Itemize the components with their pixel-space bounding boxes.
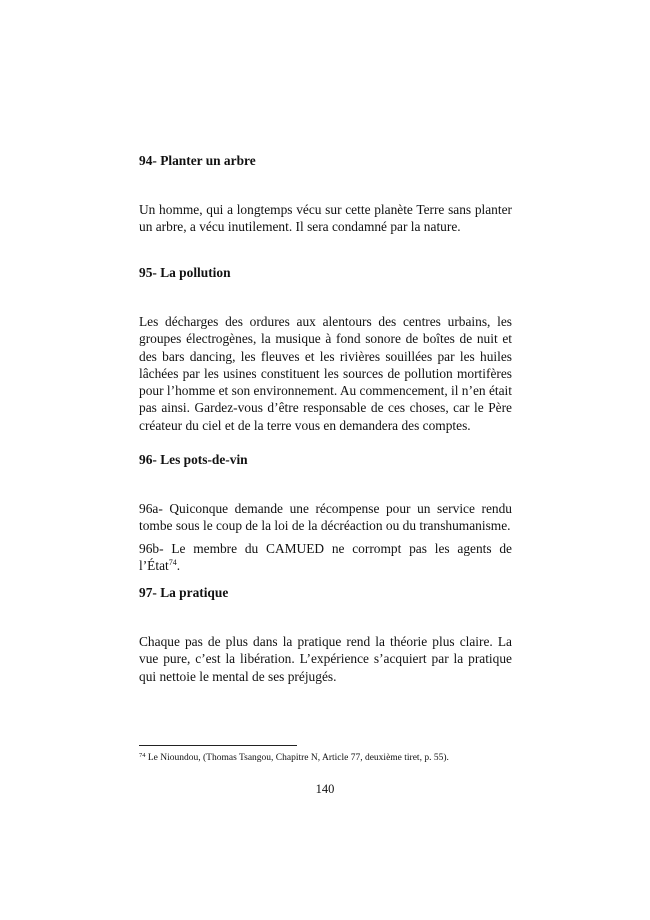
period: . bbox=[176, 557, 181, 573]
section-96 bbox=[139, 452, 512, 468]
footnote-number: 74 bbox=[139, 752, 146, 759]
section-heading: 95- La pollution bbox=[139, 265, 231, 280]
section-heading: 97- La pratique bbox=[139, 585, 229, 600]
section-96-body bbox=[139, 500, 512, 574]
section-94-body bbox=[139, 201, 512, 236]
paragraph: Un homme, qui a longtemps vécu sur cette planète Terre sans planter un arbre, a vécu inutilement. Il sera condamné par la nature. bbox=[139, 202, 512, 235]
page-number: 140 bbox=[315, 782, 335, 796]
section-97-body bbox=[139, 633, 512, 685]
section-97 bbox=[139, 585, 512, 601]
section-95 bbox=[139, 265, 512, 281]
paragraph: 96a- Quiconque demande une récompense pour un service rendu tombe sous le coup de la loi de la décréaction ou du transhumanisme. bbox=[139, 501, 512, 534]
paragraph: Les décharges des ordures aux alentours des centres urbains, les groupes électrogènes, la musique à fond sonore de boîtes de nuit et des bars dancing, les fleuves et les rivières souillées par les huiles lâchées par les usines constituent les sources de pollution mortifères pour l’homme et son environnement. Au commencement, il n’en était pas ainsi. Gardez-vous d’être responsable de ces choses, car le Père créateur du ciel et de la terre vous en demandera des comptes. bbox=[139, 314, 512, 433]
section-heading: 96- Les pots-de-vin bbox=[139, 452, 248, 467]
paragraph-text: 96b- Le membre du CAMUED ne corrompt pas les agents de l’État bbox=[139, 540, 512, 573]
section-95-body bbox=[139, 313, 512, 434]
footnote-separator bbox=[139, 745, 297, 746]
paragraph-with-footnote bbox=[139, 540, 512, 575]
section-heading: 94- Planter un arbre bbox=[139, 153, 256, 168]
footnote bbox=[139, 752, 519, 764]
paragraph: Chaque pas de plus dans la pratique rend la théorie plus claire. La vue pure, c’est la libération. L’expérience s’acquiert par la pratique qui nettoie le mental de ses préjugés. bbox=[139, 634, 512, 684]
footnote-text: Le Nioundou, (Thomas Tsangou, Chapitre N, Article 77, deuxième tiret, p. 55). bbox=[145, 753, 449, 763]
footnote-reference: 74 bbox=[168, 557, 177, 567]
section-94 bbox=[139, 153, 512, 169]
